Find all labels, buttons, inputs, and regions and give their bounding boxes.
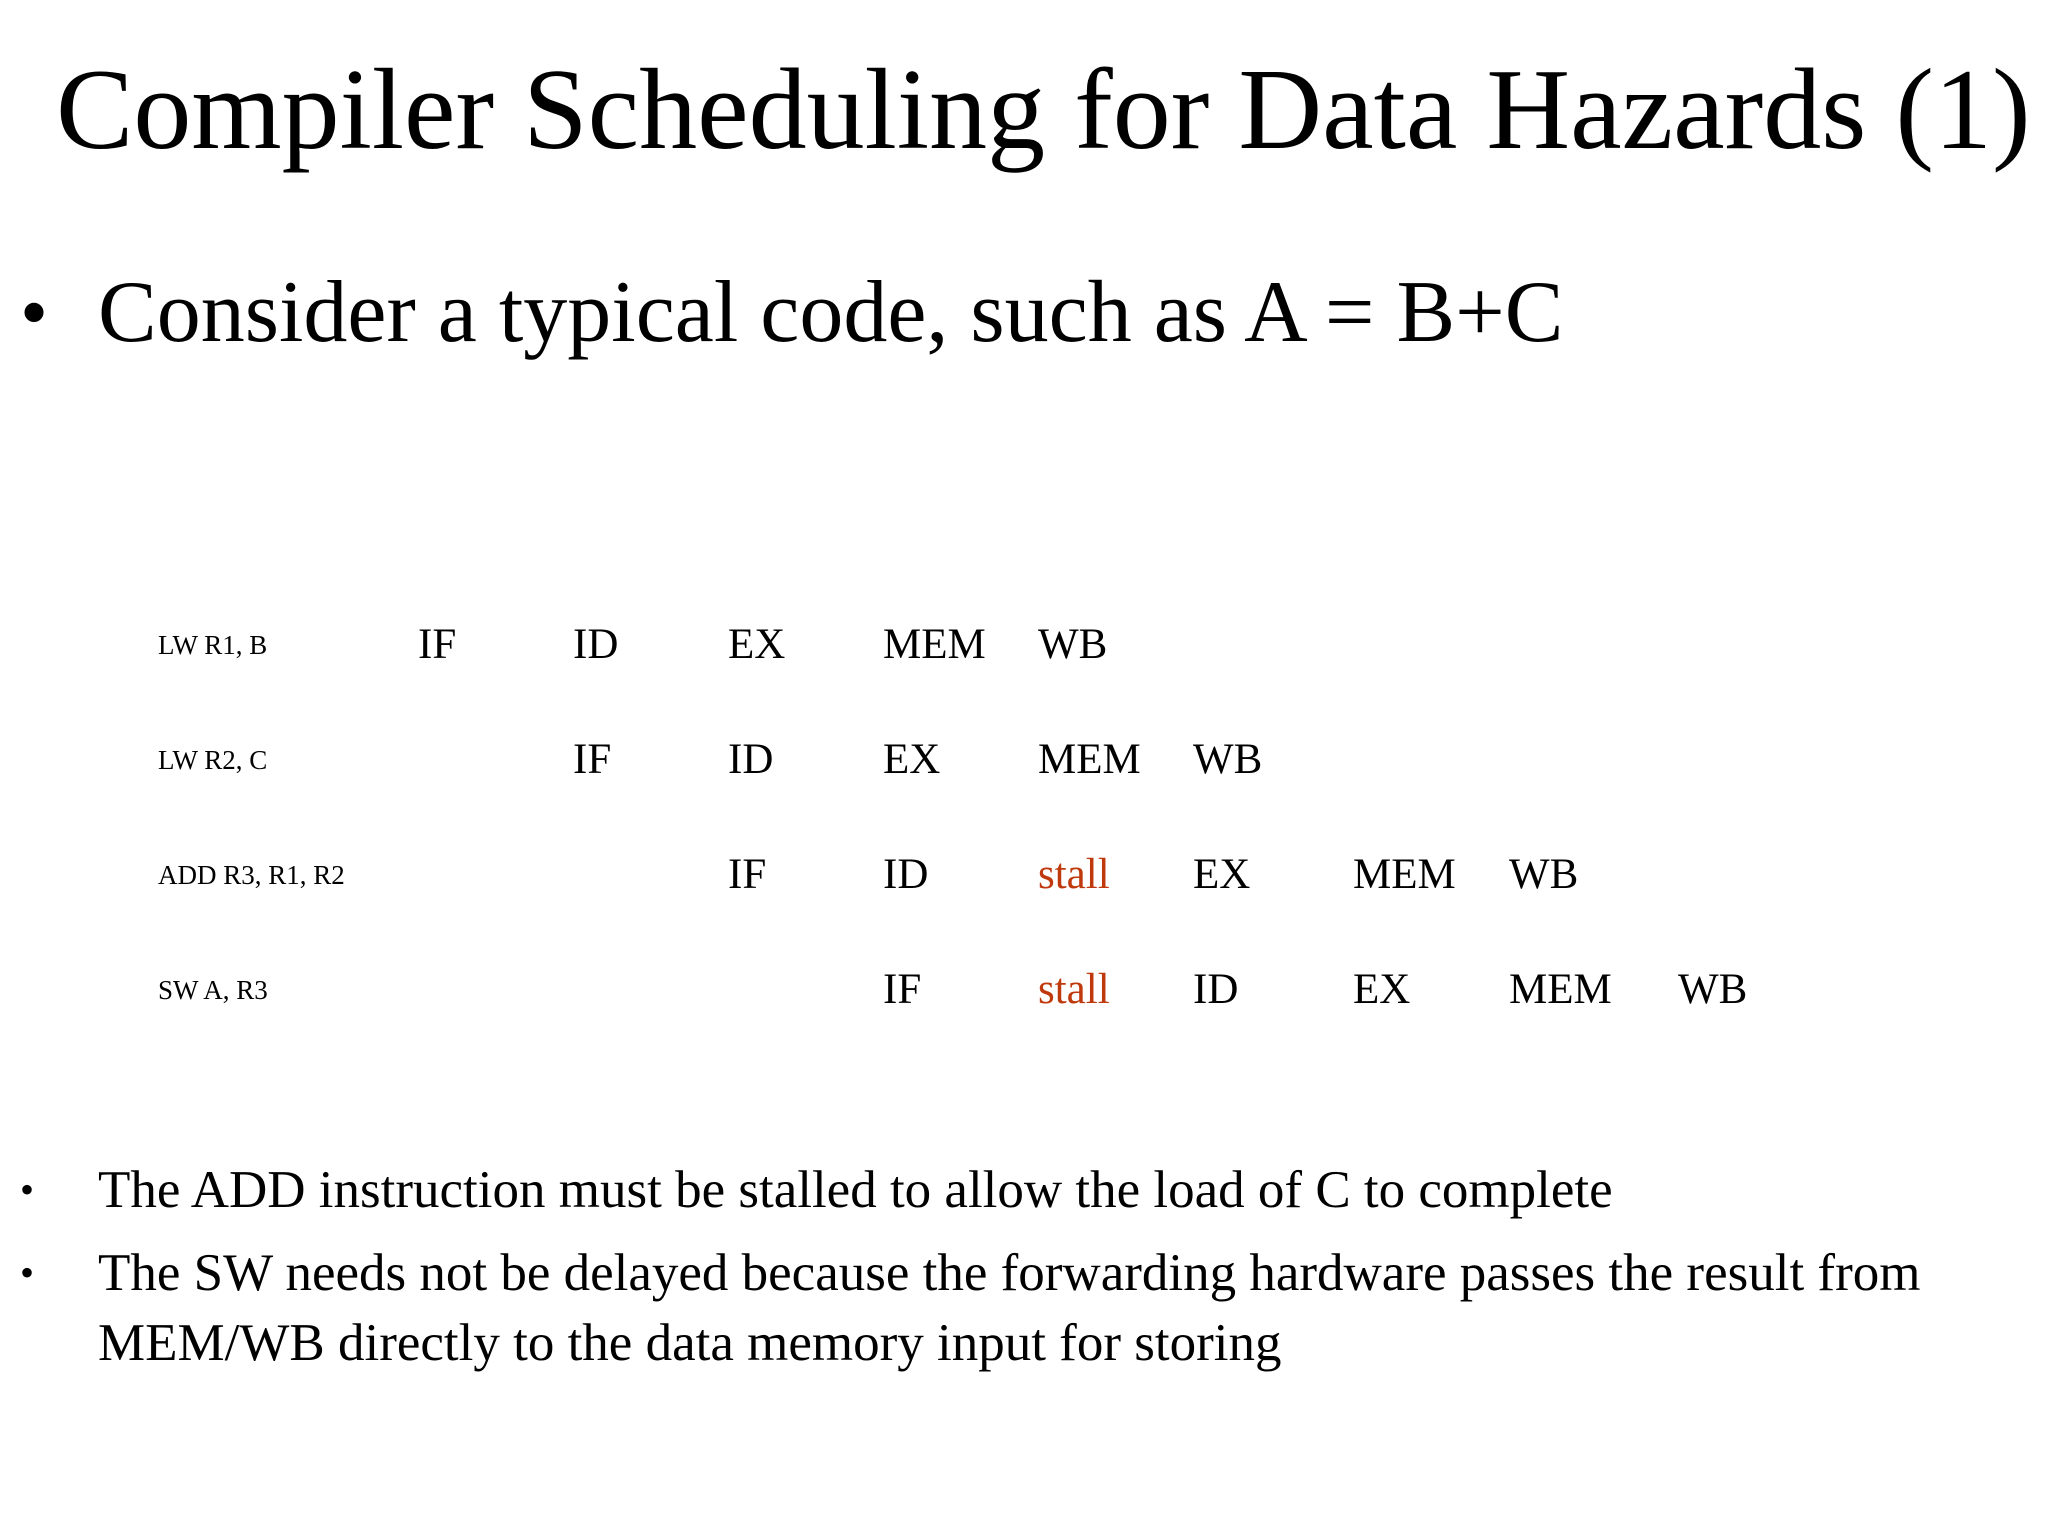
- slide-title: Compiler Scheduling for Data Hazards (1): [56, 46, 2031, 174]
- pipeline-stage: IF: [573, 736, 612, 783]
- instruction-label: SW A, R3: [158, 975, 268, 1005]
- pipeline-stage: ID: [883, 851, 929, 898]
- pipeline-stage: MEM: [1509, 966, 1612, 1013]
- pipeline-stage: WB: [1509, 851, 1579, 898]
- stall-stage: stall: [1038, 851, 1110, 898]
- pipeline-stage: IF: [728, 851, 767, 898]
- bullet-icon: •: [20, 269, 49, 357]
- pipeline-stage: WB: [1038, 621, 1108, 668]
- pipeline-stage: MEM: [1353, 851, 1456, 898]
- pipeline-stage: IF: [418, 621, 457, 668]
- pipeline-stage: WB: [1193, 736, 1263, 783]
- instruction-label: LW R2, C: [158, 745, 268, 775]
- pipeline-stage: IF: [883, 966, 922, 1013]
- stall-stage: stall: [1038, 966, 1110, 1013]
- instruction-label: LW R1, B: [158, 630, 268, 660]
- pipeline-stage: EX: [883, 736, 941, 783]
- pipeline-stage: EX: [1193, 851, 1251, 898]
- pipeline-stage: WB: [1678, 966, 1748, 1013]
- pipeline-stage: MEM: [883, 621, 986, 668]
- pipeline-stage: ID: [1193, 966, 1239, 1013]
- pipeline-stage: MEM: [1038, 736, 1141, 783]
- bullet-icon: •: [20, 1167, 35, 1212]
- instruction-label: ADD R3, R1, R2: [158, 860, 345, 890]
- main-bullet-text: Consider a typical code, such as A = B+C: [98, 264, 1564, 361]
- pipeline-stage: EX: [728, 621, 786, 668]
- note-text: The SW needs not be delayed because the forwarding hardware passes the result from MEM/WB directly to the data memory input for storing: [98, 1244, 1921, 1372]
- bullet-icon: •: [20, 1250, 35, 1295]
- pipeline-stage: EX: [1353, 966, 1411, 1013]
- pipeline-stage: ID: [728, 736, 774, 783]
- note-text: The ADD instruction must be stalled to allow the load of C to complete: [98, 1161, 1613, 1219]
- pipeline-stage: ID: [573, 621, 619, 668]
